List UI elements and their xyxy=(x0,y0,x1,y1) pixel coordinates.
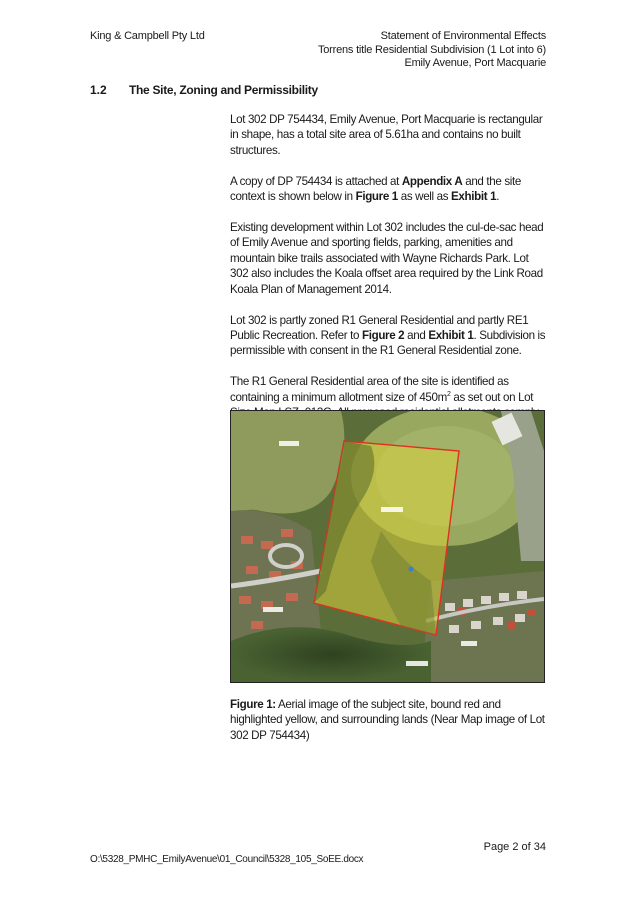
aerial-site-image xyxy=(230,410,545,683)
lot-label xyxy=(381,507,403,512)
caption-label: Figure 1: xyxy=(230,698,276,711)
paragraph-site-description: Lot 302 DP 754434, Emily Avenue, Port Macquarie is rectangular in shape, has a total site area of 5.61ha and contains no built structures. xyxy=(230,113,543,157)
header-document-title xyxy=(318,30,546,71)
text-run: . xyxy=(496,190,500,204)
header-title-line: Statement of Environmental Effects xyxy=(380,30,546,42)
paragraph-existing-development: Existing development within Lot 302 includes the cul-de-sac head of Emily Avenue and sporting fields, parking, amenities and mountain bike trails associated with Wayne Richards Park. Lot 302 also includes the Koala offset area required by the Link Road Koala Plan of Management 2014. xyxy=(230,221,544,296)
text-run: The R1 General Residential area of the site is identified as containing a minimum allotment size of 450m xyxy=(230,375,509,404)
figure-1-ref: Figure 1 xyxy=(355,190,398,204)
section-number: 1.2 xyxy=(90,83,107,97)
exhibit-1-ref: Exhibit 1 xyxy=(428,328,474,342)
lot-label xyxy=(461,641,477,646)
header-company: King & Campbell Pty Ltd xyxy=(90,30,205,42)
site-marker xyxy=(409,567,414,572)
file-path: O:\5328_PMHC_EmilyAvenue\01_Council\5328_105_SoEE.docx xyxy=(90,854,364,865)
superscript: 2 xyxy=(446,390,451,398)
text-run: . Subdivision is permissible with consent in the R1 General Residential zone. xyxy=(230,328,546,358)
section-title: The Site, Zoning and Permissibility xyxy=(129,83,318,97)
figure-2-ref: Figure 2 xyxy=(361,328,405,342)
appendix-a-ref: Appendix A xyxy=(401,174,463,188)
text-run: and the site context is shown below in xyxy=(230,174,521,204)
text-run: as well as xyxy=(397,190,452,204)
lot-label xyxy=(263,607,283,612)
aerial-map-graphic xyxy=(231,411,544,682)
text-run: A copy of DP 754434 is attached at xyxy=(230,174,402,188)
paragraph-zoning xyxy=(230,313,548,359)
paragraph-appendix-reference xyxy=(230,174,548,205)
header-title-line: Torrens title Residential Subdivision (1 Lot into 6) xyxy=(317,43,546,56)
header-title-line: Emily Avenue, Port Macquarie xyxy=(404,57,546,69)
text-run: Lot 302 is partly zoned R1 General Residential and partly RE1 Public Recreation. Refer to xyxy=(230,313,529,342)
caption-text: Aerial image of the subject site, bound red and highlighted yellow, and surrounding lands (Near Map image of Lot 302 DP 754434) xyxy=(230,698,545,742)
figure-caption xyxy=(230,697,548,743)
lot-label xyxy=(406,661,428,666)
exhibit-1-ref: Exhibit 1 xyxy=(451,190,497,204)
text-run: as set out on Lot xyxy=(453,390,534,404)
page-number: Page 2 of 34 xyxy=(483,841,546,853)
lot-label xyxy=(279,441,299,446)
text-run: and xyxy=(404,328,429,342)
